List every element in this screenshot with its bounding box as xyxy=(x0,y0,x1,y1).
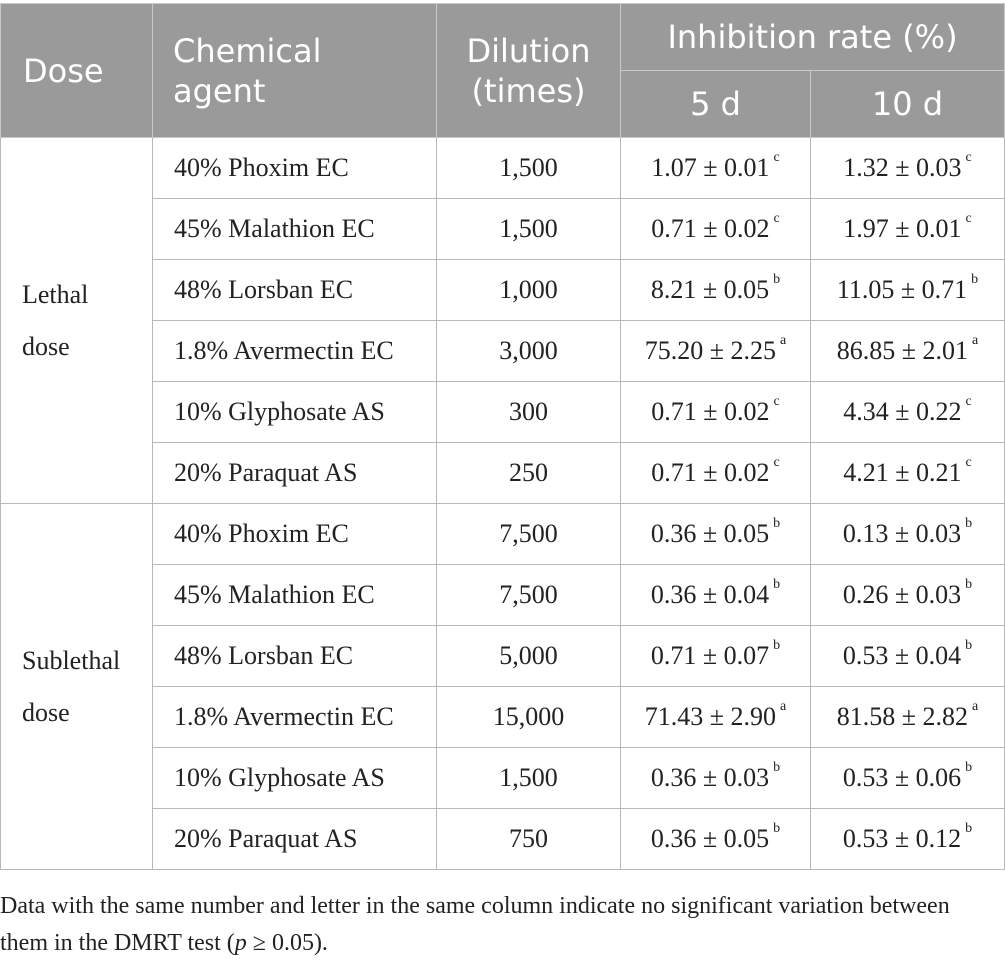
day5-sig: a xyxy=(780,699,787,714)
dilution-cell: 7,500 xyxy=(437,504,621,565)
day10-sig: b xyxy=(965,516,973,531)
day10-value: 81.58 ± 2.82 xyxy=(836,702,969,731)
day5-value: 1.07 ± 0.01 xyxy=(651,153,770,182)
agent-cell: 20% Paraquat AS xyxy=(153,443,437,504)
day10-cell xyxy=(811,565,1005,626)
day10-value: 4.21 ± 0.21 xyxy=(843,458,962,487)
day5-sig: b xyxy=(773,272,781,287)
day10-sig: a xyxy=(972,333,979,348)
day10-sig: c xyxy=(965,150,972,165)
day5-value: 0.71 ± 0.02 xyxy=(651,397,770,426)
group-label-line2: dose xyxy=(22,331,70,361)
day5-cell xyxy=(621,138,811,199)
day10-value: 0.13 ± 0.03 xyxy=(842,519,962,548)
header-dilution-line2: (times) xyxy=(471,71,586,110)
day5-sig: a xyxy=(780,333,787,348)
day10-sig: b xyxy=(965,638,973,653)
agent-cell: 20% Paraquat AS xyxy=(153,809,437,870)
agent-cell: 1.8% Avermectin EC xyxy=(153,687,437,748)
day5-sig: b xyxy=(773,516,781,531)
agent-cell: 10% Glyphosate AS xyxy=(153,748,437,809)
day5-value: 75.20 ± 2.25 xyxy=(644,336,777,365)
day5-sig: b xyxy=(773,577,781,592)
day10-value: 0.26 ± 0.03 xyxy=(842,580,962,609)
day10-cell xyxy=(811,138,1005,199)
day5-sig: b xyxy=(773,821,781,836)
day10-value: 86.85 ± 2.01 xyxy=(836,336,969,365)
day10-cell xyxy=(811,382,1005,443)
day5-cell xyxy=(621,382,811,443)
day5-sig: c xyxy=(773,150,780,165)
dilution-cell: 7,500 xyxy=(437,565,621,626)
day10-value: 0.53 ± 0.06 xyxy=(842,763,962,792)
footnote-text: Data with the same number and letter in the same column indicate no significant variation between them in the DMRT test ( xyxy=(0,893,950,956)
dilution-cell: 3,000 xyxy=(437,321,621,382)
agent-cell: 48% Lorsban EC xyxy=(153,626,437,687)
day5-value: 0.36 ± 0.04 xyxy=(650,580,770,609)
agent-cell: 45% Malathion EC xyxy=(153,199,437,260)
day10-cell xyxy=(811,687,1005,748)
header-agent-line2: agent xyxy=(173,71,266,110)
day5-value: 0.36 ± 0.05 xyxy=(650,824,770,853)
day5-cell xyxy=(621,565,811,626)
day10-cell xyxy=(811,260,1005,321)
group-label-lethal xyxy=(1,138,153,504)
day5-value: 71.43 ± 2.90 xyxy=(644,702,777,731)
day5-sig: c xyxy=(773,394,780,409)
day5-cell xyxy=(621,687,811,748)
header-dose: Dose xyxy=(1,4,153,138)
table-row xyxy=(1,138,1005,199)
day10-value: 0.53 ± 0.04 xyxy=(842,641,962,670)
agent-cell: 1.8% Avermectin EC xyxy=(153,321,437,382)
day10-value: 11.05 ± 0.71 xyxy=(836,275,968,304)
footnote-p-symbol: p xyxy=(234,930,247,956)
day5-cell xyxy=(621,443,811,504)
agent-cell: 40% Phoxim EC xyxy=(153,138,437,199)
dilution-cell: 1,500 xyxy=(437,138,621,199)
day5-cell xyxy=(621,260,811,321)
agent-cell: 10% Glyphosate AS xyxy=(153,382,437,443)
dilution-cell: 1,000 xyxy=(437,260,621,321)
day5-value: 0.36 ± 0.05 xyxy=(650,519,770,548)
day10-sig: b xyxy=(965,821,973,836)
day10-cell xyxy=(811,809,1005,870)
day5-cell xyxy=(621,748,811,809)
header-dilution-line1: Dilution xyxy=(466,31,591,70)
day5-value: 8.21 ± 0.05 xyxy=(650,275,770,304)
day10-sig: c xyxy=(965,455,972,470)
day10-sig: c xyxy=(965,211,972,226)
agent-cell: 40% Phoxim EC xyxy=(153,504,437,565)
agent-cell: 48% Lorsban EC xyxy=(153,260,437,321)
day10-cell xyxy=(811,626,1005,687)
day5-cell xyxy=(621,504,811,565)
day10-cell xyxy=(811,199,1005,260)
day10-value: 1.32 ± 0.03 xyxy=(843,153,962,182)
day5-sig: c xyxy=(773,211,780,226)
header-day-5: 5 d xyxy=(621,71,811,138)
group-label-sublethal xyxy=(1,504,153,870)
header-inhibition-rate: Inhibition rate (%) xyxy=(621,4,1005,71)
dilution-cell: 15,000 xyxy=(437,687,621,748)
day5-value: 0.71 ± 0.02 xyxy=(651,214,770,243)
day10-cell xyxy=(811,748,1005,809)
day10-value: 4.34 ± 0.22 xyxy=(843,397,962,426)
footnote-threshold: ≥ 0.05). xyxy=(246,930,328,956)
day5-value: 0.71 ± 0.02 xyxy=(651,458,770,487)
day10-sig: c xyxy=(965,394,972,409)
day5-sig: c xyxy=(773,455,780,470)
day5-cell xyxy=(621,199,811,260)
dilution-cell: 750 xyxy=(437,809,621,870)
day5-cell xyxy=(621,626,811,687)
day5-value: 0.36 ± 0.03 xyxy=(650,763,770,792)
day10-cell xyxy=(811,504,1005,565)
dilution-cell: 1,500 xyxy=(437,199,621,260)
day5-sig: b xyxy=(773,638,781,653)
dilution-cell: 5,000 xyxy=(437,626,621,687)
day10-cell xyxy=(811,443,1005,504)
table-footnote xyxy=(0,888,1000,962)
group-label-line1: Sublethal xyxy=(22,645,121,675)
table-row xyxy=(1,504,1005,565)
day5-cell xyxy=(621,809,811,870)
day5-sig: b xyxy=(773,760,781,775)
day5-cell xyxy=(621,321,811,382)
header-dilution xyxy=(437,4,621,138)
dilution-cell: 300 xyxy=(437,382,621,443)
header-chemical-agent xyxy=(153,4,437,138)
inhibition-table xyxy=(0,3,1005,870)
day5-value: 0.71 ± 0.07 xyxy=(650,641,770,670)
header-day-10: 10 d xyxy=(811,71,1005,138)
agent-cell: 45% Malathion EC xyxy=(153,565,437,626)
day10-sig: b xyxy=(971,272,979,287)
day10-cell xyxy=(811,321,1005,382)
day10-sig: b xyxy=(965,760,973,775)
header-agent-line1: Chemical xyxy=(173,31,322,70)
day10-value: 0.53 ± 0.12 xyxy=(842,824,962,853)
day10-sig: a xyxy=(972,699,979,714)
dilution-cell: 1,500 xyxy=(437,748,621,809)
group-label-line1: Lethal xyxy=(22,279,89,309)
day10-sig: b xyxy=(965,577,973,592)
group-label-line2: dose xyxy=(22,697,70,727)
day10-value: 1.97 ± 0.01 xyxy=(843,214,962,243)
dilution-cell: 250 xyxy=(437,443,621,504)
